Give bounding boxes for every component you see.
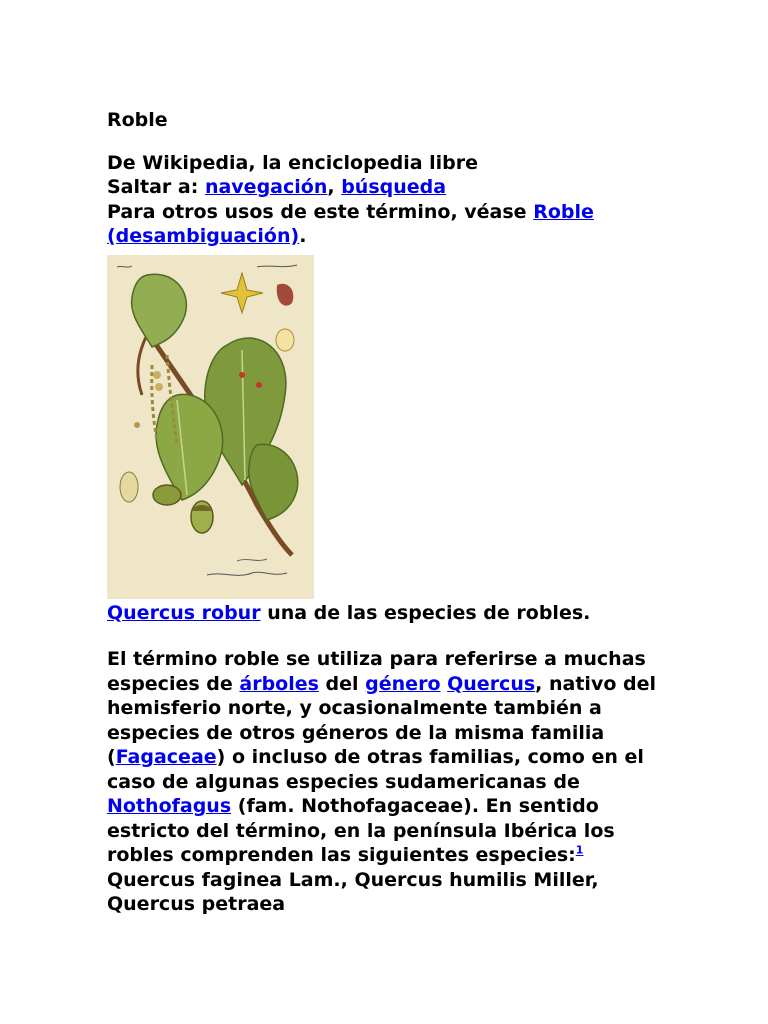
paragraph-text-5: ) o incluso de otras familias, como en el caso de algunas especies sudamericanas de: [107, 746, 644, 793]
search-link[interactable]: búsqueda: [341, 176, 447, 198]
page-title: Roble: [107, 109, 168, 131]
paragraph-text-4: , nativo del hemisferio norte, y ocasionalmente también a especies de otros géneros de la misma familia (: [107, 672, 656, 768]
image-caption: [107, 601, 667, 626]
arboles-link[interactable]: árboles: [239, 672, 319, 695]
paragraph-text-1: El término roble se utiliza para referirse a muchas especies de: [107, 648, 646, 695]
navigation-link[interactable]: navegación: [204, 176, 328, 198]
article-subtitle: De Wikipedia, la enciclopedia libre: [107, 151, 479, 174]
quercus-robur-link[interactable]: Quercus robur: [107, 601, 261, 624]
genero-link[interactable]: género: [365, 672, 441, 695]
nothofagus-link[interactable]: Nothofagus: [107, 795, 232, 817]
oak-plate-icon: [107, 255, 314, 599]
disambiguation-link[interactable]: Roble (desambiguación): [107, 200, 594, 247]
paragraph-text-7: Quercus faginea Lam., Quercus humilis Miller, Quercus petraea: [107, 868, 599, 915]
hatnote: [107, 200, 667, 249]
article: [107, 108, 667, 917]
hatnote-suffix: .: [299, 225, 307, 247]
jump-links: [107, 175, 667, 200]
jump-prefix: Saltar a:: [107, 176, 205, 198]
paragraph-text-2: del: [318, 672, 366, 695]
intro-paragraph: [107, 647, 667, 917]
reference-1-link[interactable]: 1: [575, 843, 584, 857]
paragraph-text-6: (fam. Nothofagaceae). En sentido estricto del término, en la península Ibérica los robles comprenden las siguientes especies:: [107, 795, 615, 866]
fagaceae-link[interactable]: Fagaceae: [115, 746, 217, 768]
jump-separator: ,: [327, 176, 342, 198]
quercus-link[interactable]: Quercus: [447, 672, 536, 695]
hatnote-prefix: Para otros usos de este término, véase: [107, 200, 534, 223]
oak-botanical-image[interactable]: [107, 255, 314, 599]
caption-text: una de las especies de robles.: [260, 601, 591, 624]
